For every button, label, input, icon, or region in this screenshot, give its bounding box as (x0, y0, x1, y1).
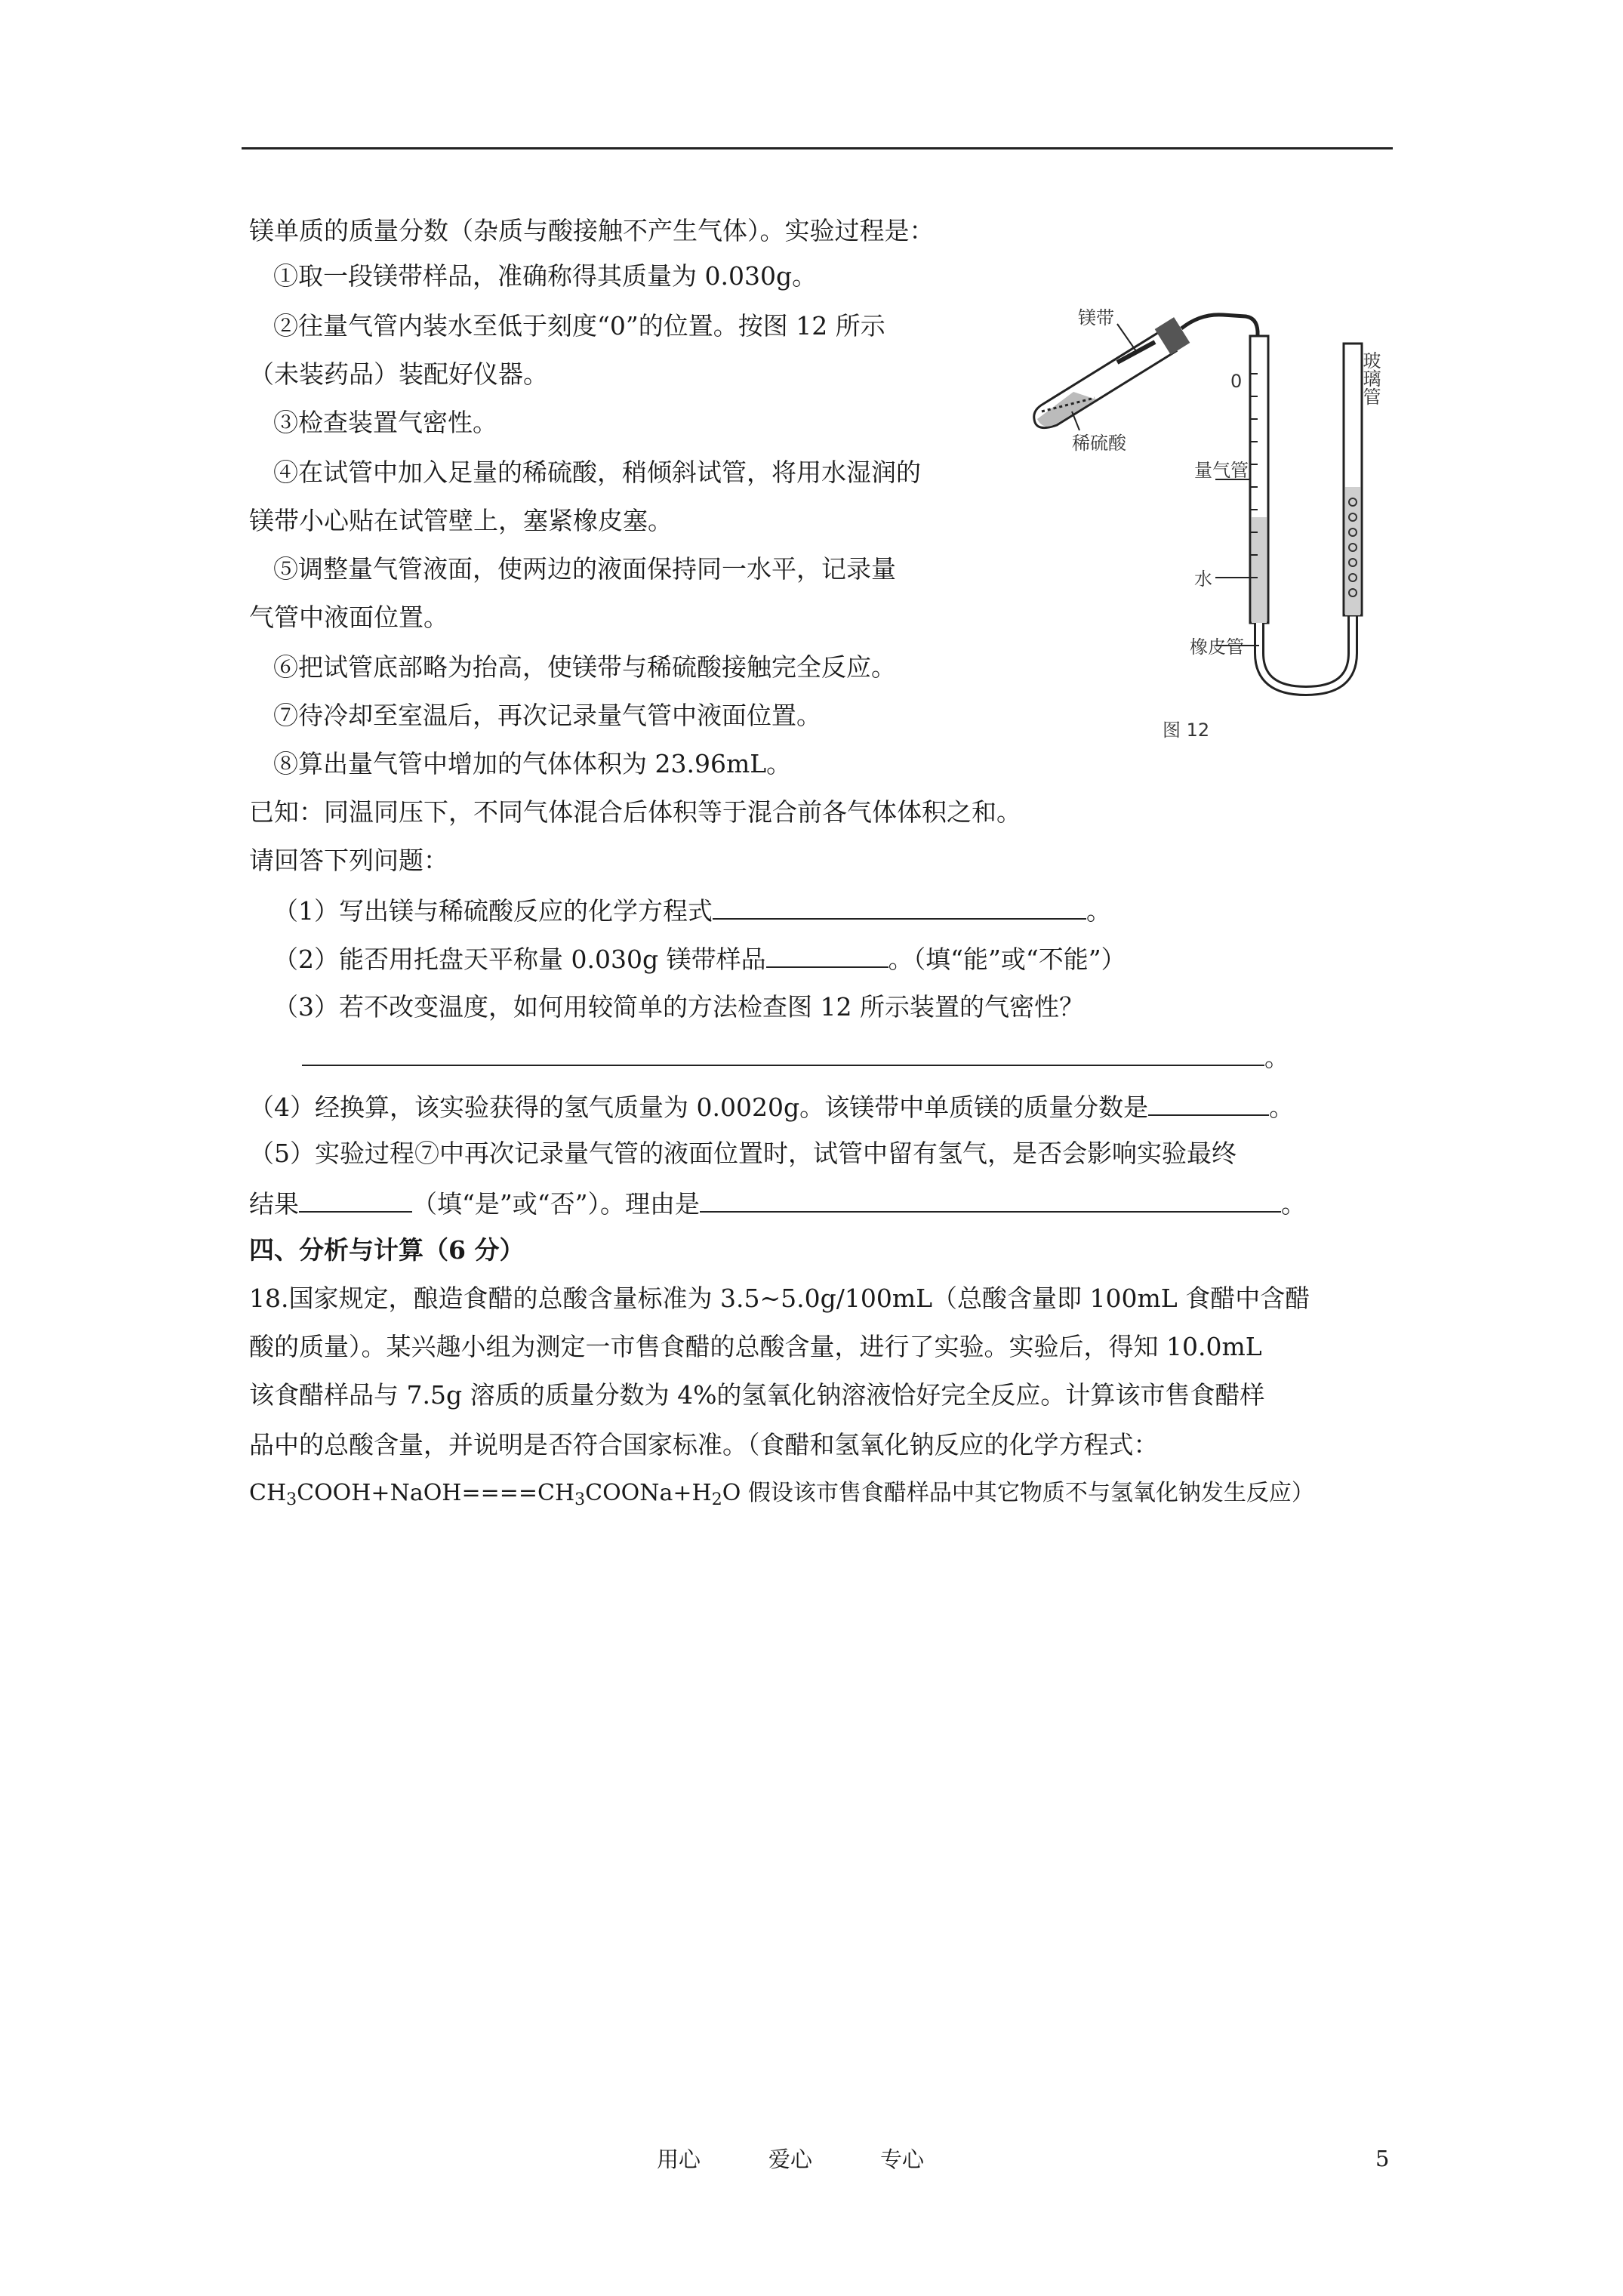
answer-blank-3[interactable] (302, 1040, 1264, 1066)
question-4-end: 。 (1269, 1093, 1295, 1122)
step-1: ①取一段镁带样品，准确称得其质量为 0.030g。 (273, 261, 818, 291)
question-5-text-b: （填“是”或“否”）。理由是 (412, 1189, 700, 1219)
question-1 (273, 894, 1111, 926)
question-3-answer (302, 1040, 1289, 1073)
answer-blank-5b[interactable] (700, 1187, 1281, 1213)
apparatus-figure (1027, 298, 1412, 744)
question-5: （5）实验过程⑦中再次记录量气管的液面位置时，试管中留有氢气，是否会影响实验最终 (249, 1139, 1236, 1168)
rubber-tube (1259, 608, 1353, 691)
step-5-cont: 气管中液面位置。 (249, 603, 448, 632)
answer-blank-2[interactable] (766, 942, 888, 968)
formula-subscript: 3 (286, 1490, 297, 1509)
figure-caption: 图 12 (1163, 720, 1210, 741)
figure-label-glass: 玻璃管 (1360, 351, 1381, 405)
figure-label-ribbon: 镁带 (1078, 307, 1114, 328)
step-8: ⑧算出量气管中增加的气体体积为 23.96mL。 (273, 749, 792, 778)
question-1-end: 。 (1086, 896, 1111, 926)
formula-subscript: 3 (574, 1490, 586, 1509)
answer-blank-4[interactable] (1148, 1090, 1269, 1116)
step-3: ③检查装置气密性。 (273, 408, 497, 437)
figure-label-water: 水 (1194, 569, 1212, 590)
question-2 (273, 942, 1126, 975)
step-6: ⑥把试管底部略为抬高，使镁带与稀硫酸接触完全反应。 (273, 652, 896, 682)
measuring-tube (1250, 336, 1268, 623)
section-heading: 四、分析与计算（6 分） (249, 1235, 525, 1265)
step-2: ②往量气管内装水至低于刻度“0”的位置。按图 12 所示 (273, 311, 885, 341)
question-5-text-a: 结果 (249, 1189, 299, 1219)
step-2-cont: （未装药品）装配好仪器。 (249, 359, 548, 389)
formula-part: CH (249, 1480, 287, 1506)
page-number: 5 (1375, 2146, 1390, 2171)
question-5-cont (249, 1187, 1306, 1219)
formula-part: COOH+NaOH====CH (297, 1480, 575, 1506)
figure-label-rubber: 橡皮管 (1190, 636, 1244, 658)
answer-blank-1[interactable] (713, 894, 1086, 920)
formula-subscript: 2 (711, 1490, 722, 1509)
problem-18-line-1: 18.国家规定，酿造食醋的总酸含量标准为 3.5~5.0g/100mL（总酸含量即 100mL 食醋中含醋 (249, 1284, 1310, 1313)
question-4-text: （4）经换算，该实验获得的氢气质量为 0.0020g。该镁带中单质镁的质量分数是 (249, 1093, 1149, 1122)
step-5: ⑤调整量气管液面，使两边的液面保持同一水平，记录量 (273, 554, 896, 584)
step-7: ⑦待冷却至室温后，再次记录量气管中液面位置。 (273, 701, 821, 730)
question-2-end: 。（填“能”或“不能”） (888, 945, 1126, 974)
question-3-end: 。 (1264, 1043, 1289, 1072)
formula-part: COONa+H (585, 1480, 712, 1506)
problem-18-line-4: 品中的总酸含量，并说明是否符合国家标准。（食醋和氢氧化钠反应的化学方程式： (249, 1430, 1159, 1459)
problem-18-line-5 (249, 1478, 1314, 1515)
paragraph-line: 镁单质的质量分数（杂质与酸接触不产生气体）。实验过程是： (249, 216, 935, 245)
question-5-end: 。 (1280, 1189, 1306, 1219)
footer-word-1: 用心 (657, 2147, 701, 2172)
question-4 (249, 1090, 1294, 1123)
step-4: ④在试管中加入足量的稀硫酸，稍倾斜试管，将用水湿润的 (273, 458, 921, 487)
footer-word-3: 专心 (880, 2147, 925, 2172)
problem-18-line-3: 该食醋样品与 7.5g 溶质的质量分数为 4%的氢氧化钠溶液恰好完全反应。计算该市售食醋样 (249, 1380, 1265, 1410)
figure-label-buret: 量气管 (1194, 460, 1249, 481)
question-prompt: 请回答下列问题： (249, 846, 448, 875)
figure-label-zero: 0 (1230, 371, 1243, 392)
delivery-tube (1181, 315, 1258, 344)
step-4-cont: 镁带小心贴在试管壁上，塞紧橡皮塞。 (249, 506, 673, 535)
footer-word-2: 爱心 (768, 2147, 813, 2172)
formula-part: O 假设该市售食醋样品中其它物质不与氢氧化钠发生反应） (722, 1480, 1314, 1506)
question-2-text: （2）能否用托盘天平称量 0.030g 镁带样品 (273, 945, 766, 974)
question-3: （3）若不改变温度，如何用较简单的方法检查图 12 所示装置的气密性？ (273, 992, 1084, 1022)
answer-blank-5a[interactable] (299, 1187, 412, 1213)
problem-18-line-2: 酸的质量）。某兴趣小组为测定一市售食醋的总酸含量，进行了实验。实验后，得知 10.0mL (249, 1332, 1262, 1361)
rubber-stopper (1155, 317, 1190, 355)
known-statement: 已知：同温同压下，不同气体混合后体积等于混合前各气体体积之和。 (249, 797, 1021, 827)
figure-label-acid: 稀硫酸 (1072, 433, 1126, 454)
header-rule (242, 147, 1393, 149)
question-1-text: （1）写出镁与稀硫酸反应的化学方程式 (273, 896, 713, 926)
